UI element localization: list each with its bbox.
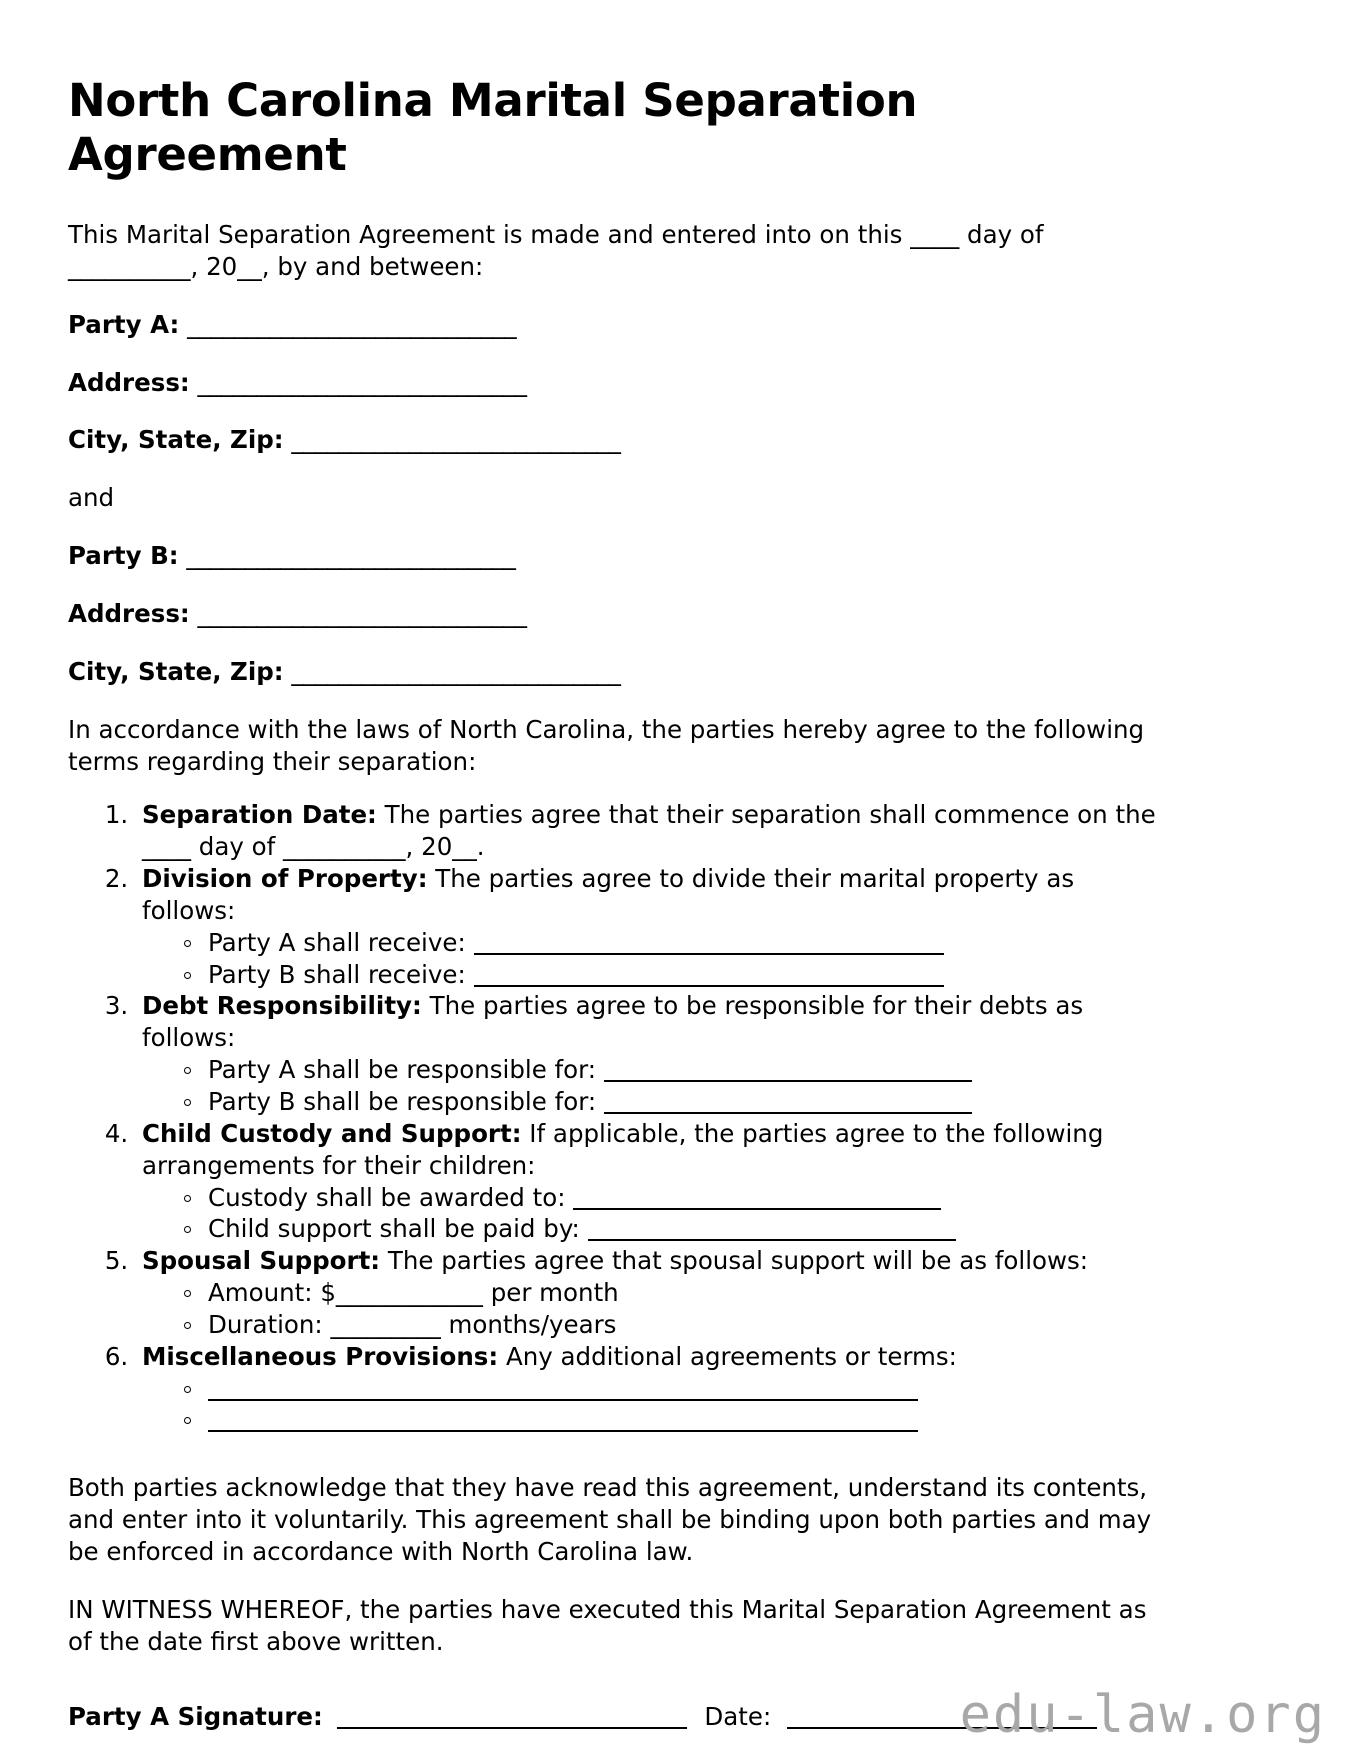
party-b-city-blank[interactable]: ____________________________ <box>291 656 621 686</box>
party-b-name-blank[interactable]: ____________________________ <box>186 541 516 571</box>
term-item-6 <box>136 1341 1158 1437</box>
term-3-heading: Debt Responsibility: <box>142 991 422 1021</box>
party-a-city-field <box>68 424 1158 456</box>
party-a-address-blank[interactable]: ____________________________ <box>197 367 527 397</box>
site-watermark: edu-law.org <box>959 1685 1326 1745</box>
signature-date-label: Date: <box>704 1702 772 1732</box>
list-item <box>178 1404 1158 1436</box>
term-5-body: The parties agree that spousal support will be as follows: <box>387 1246 1089 1276</box>
term-1-text <box>142 799 1158 863</box>
signature-date-line[interactable] <box>787 1727 1097 1729</box>
list-item <box>178 959 1158 991</box>
sub-label: Party B shall be responsible for: <box>208 1086 597 1116</box>
term-6-heading: Miscellaneous Provisions: <box>142 1341 499 1371</box>
party-b-address-label: Address: <box>68 599 190 628</box>
party-a-signature-label: Party A Signature: <box>68 1702 323 1732</box>
party-b-address-blank[interactable]: ____________________________ <box>197 599 527 628</box>
term-4-text <box>142 1118 1158 1182</box>
fill-in-rule[interactable] <box>604 1112 972 1114</box>
party-a-signature-line[interactable] <box>337 1727 687 1729</box>
term-3-sublist <box>142 1054 1158 1118</box>
terms-list <box>68 799 1158 1436</box>
term-2-text <box>142 863 1158 927</box>
document-content <box>68 74 1158 1758</box>
list-item <box>178 1277 1158 1309</box>
list-item <box>178 1054 1158 1086</box>
fill-in-rule[interactable] <box>573 1208 941 1210</box>
term-2-heading: Division of Property: <box>142 864 428 894</box>
intro-paragraph: This Marital Separation Agreement is made and entered into on this ____ day of __________, 20__, by and between: <box>68 220 1044 281</box>
accordance-paragraph: In accordance with the laws of North Carolina, the parties hereby agree to the following terms regarding their separation: <box>68 714 1145 776</box>
term-item-3 <box>136 990 1158 1117</box>
party-b-city-label: City, State, Zip: <box>68 656 284 686</box>
term-item-2 <box>136 863 1158 990</box>
page-title: North Carolina Marital Separation Agreement <box>68 74 918 181</box>
term-6-body: Any additional agreements or terms: <box>505 1341 957 1371</box>
party-b-name-label: Party B: <box>68 541 179 571</box>
list-item <box>178 927 1158 959</box>
list-item <box>178 1309 1158 1341</box>
term-4-body: If applicable, the parties agree to the following arrangements for their children: <box>142 1118 1104 1180</box>
list-item <box>178 1213 1158 1245</box>
fill-in-rule[interactable] <box>588 1239 956 1241</box>
party-a-address-field <box>68 367 1158 399</box>
party-a-name-label: Party A: <box>68 309 180 339</box>
term-2-sublist <box>142 927 1158 991</box>
party-a-signature-row <box>68 1701 1158 1733</box>
term-5-text <box>142 1245 1158 1277</box>
fill-in-rule[interactable] <box>208 1430 918 1432</box>
term-5-heading: Spousal Support: <box>142 1246 381 1276</box>
fill-in-rule[interactable] <box>208 1399 918 1401</box>
sub-label: Party A shall receive: <box>208 927 466 957</box>
witness-paragraph: IN WITNESS WHEREOF, the parties have executed this Marital Separation Agreement as of the date first above written. <box>68 1594 1147 1656</box>
term-4-sublist <box>142 1182 1158 1246</box>
sub-label: Party A shall be responsible for: <box>208 1055 597 1085</box>
term-6-text <box>142 1341 1158 1373</box>
term-5-sublist <box>142 1277 1158 1341</box>
list-item <box>178 1086 1158 1118</box>
term-item-1 <box>136 799 1158 863</box>
fill-in-rule[interactable] <box>604 1080 972 1082</box>
fill-in-rule[interactable] <box>474 985 944 987</box>
party-a-city-blank[interactable]: ____________________________ <box>291 425 621 455</box>
fill-in-rule[interactable] <box>474 953 944 955</box>
term-2-body: The parties agree to divide their marital property as follows: <box>142 864 1075 925</box>
party-b-name-field <box>68 540 1158 572</box>
conjunction-and: and <box>68 483 115 513</box>
sub-label[interactable]: Amount: $____________ per month <box>208 1278 619 1308</box>
term-6-sublist <box>142 1373 1158 1437</box>
term-4-heading: Child Custody and Support: <box>142 1118 522 1148</box>
party-a-address-label: Address: <box>68 367 190 397</box>
party-a-city-label: City, State, Zip: <box>68 425 284 455</box>
acknowledgment-paragraph: Both parties acknowledge that they have read this agreement, understand its contents, and enter into it voluntarily. This agreement shall be binding upon both parties and may be enforced in accordance with North Carolina law. <box>68 1473 1152 1566</box>
sub-label: Party B shall receive: <box>208 959 466 989</box>
list-item <box>178 1182 1158 1214</box>
sub-label: Custody shall be awarded to: <box>208 1182 566 1212</box>
term-3-text <box>142 990 1158 1054</box>
party-a-name-blank[interactable]: ____________________________ <box>187 309 517 339</box>
list-item <box>178 1373 1158 1405</box>
term-item-5 <box>136 1245 1158 1341</box>
party-b-city-field <box>68 656 1158 688</box>
term-1-body: The parties agree that their separation shall commence on the ____ day of __________, 20__. <box>142 800 1156 862</box>
party-a-name-field <box>68 309 1158 341</box>
sub-label: Child support shall be paid by: <box>208 1214 580 1244</box>
term-1-heading: Separation Date: <box>142 800 377 830</box>
term-3-body: The parties agree to be responsible for their debts as follows: <box>142 991 1084 1053</box>
party-b-address-field <box>68 598 1158 630</box>
sub-label[interactable]: Duration: _________ months/years <box>208 1309 617 1339</box>
term-item-4 <box>136 1118 1158 1245</box>
